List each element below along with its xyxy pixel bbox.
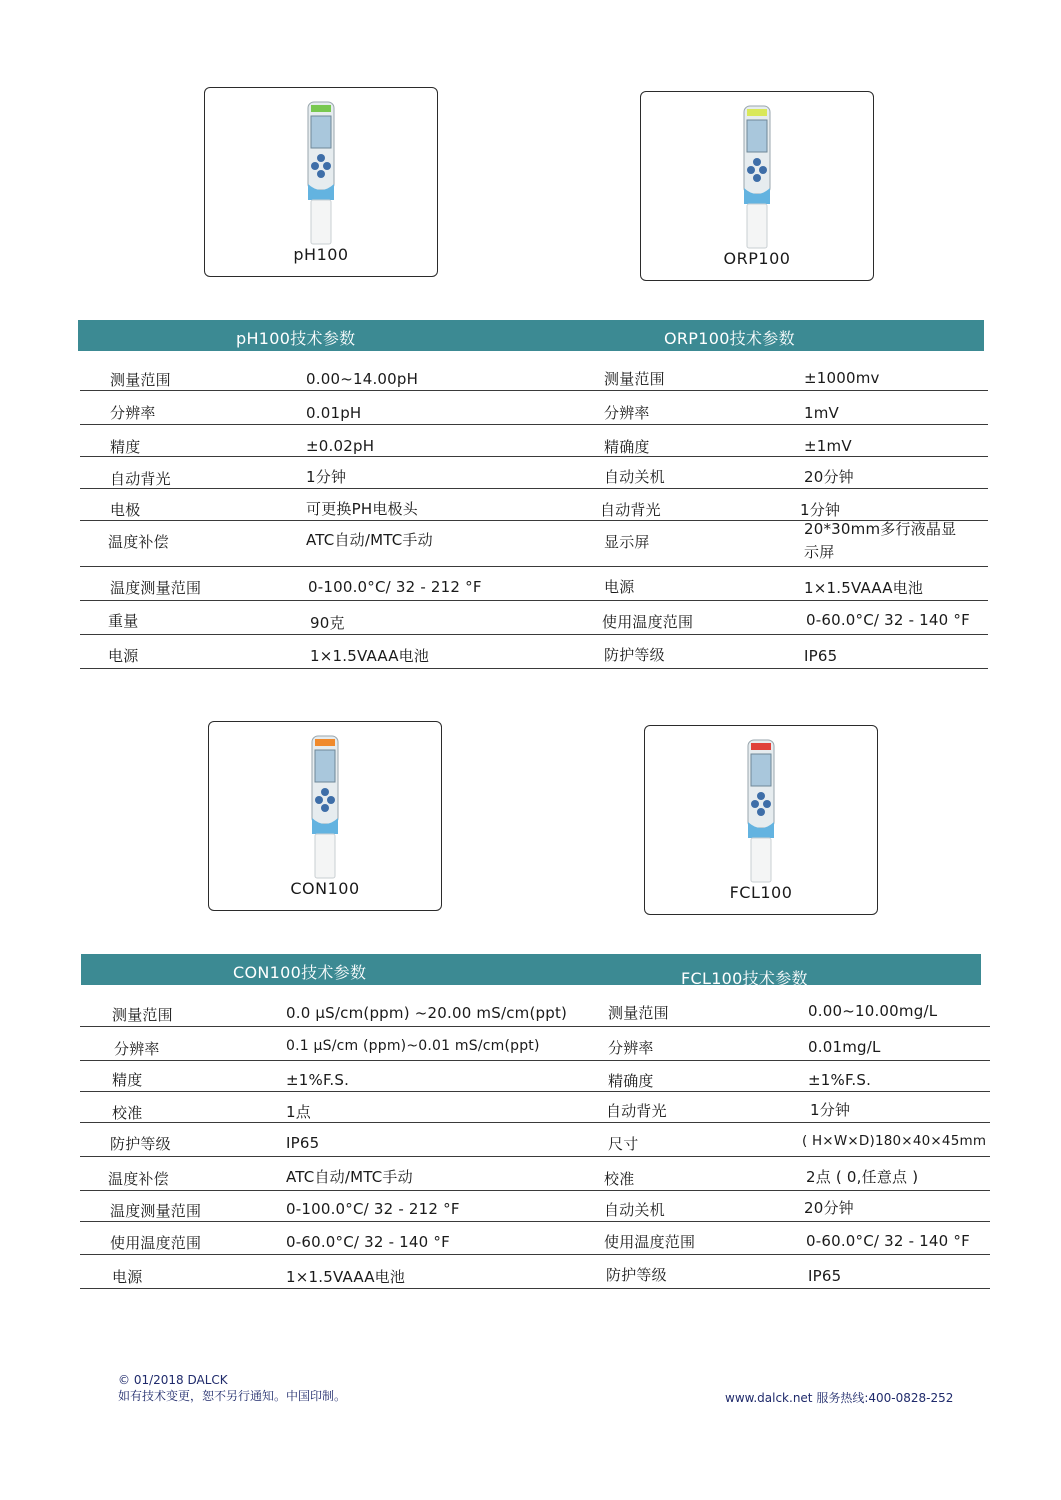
spec-label: 测量范围 — [608, 1004, 669, 1022]
spec-label: 精度 — [110, 438, 141, 456]
spec-label: 防护等级 — [110, 1135, 171, 1153]
spec-row — [80, 1221, 990, 1255]
pen-meter-icon — [737, 104, 777, 254]
spec-row — [80, 1122, 990, 1157]
spec-label: 校准 — [604, 1170, 635, 1188]
spec-label: 精度 — [112, 1071, 143, 1089]
spec-label: 精确度 — [604, 438, 650, 456]
spec-value: 20*30mm多行液晶显示屏 — [804, 520, 957, 561]
product-card-fcl100 — [644, 725, 878, 915]
spec-label: 温度补偿 — [108, 533, 169, 551]
spec-row — [80, 424, 988, 457]
spec-value: 0.01mg/L — [808, 1038, 881, 1056]
spec-value: ( H×W×D)180×40×45mm — [802, 1133, 987, 1149]
spec-value: ±1000mv — [804, 369, 880, 387]
spec-label: 自动背光 — [606, 1102, 667, 1120]
pen-meter-icon — [305, 734, 345, 884]
spec-row — [80, 1156, 990, 1191]
spec-label: 分辨率 — [608, 1039, 654, 1057]
spec-value: 1分钟 — [810, 1101, 851, 1119]
spec-row — [80, 1190, 990, 1222]
footer-contact: www.dalck.net 服务热线:400-0828-252 — [725, 1391, 954, 1405]
footer-left — [118, 1372, 346, 1404]
product-name: ORP100 — [723, 249, 791, 268]
spec-label: 分辨率 — [114, 1040, 160, 1058]
spec-label: 分辨率 — [604, 404, 650, 422]
spec-value: 0-100.0°C/ 32 - 212 °F — [308, 578, 482, 596]
spec-table-con-fcl — [80, 992, 990, 1288]
copyright: © 01/2018 DALCK — [118, 1373, 228, 1387]
spec-value: IP65 — [804, 647, 838, 665]
spec-value: 0.1 µS/cm (ppm)~0.01 mS/cm(ppt) — [286, 1038, 540, 1054]
spec-header-band — [78, 320, 984, 351]
spec-label: 使用温度范围 — [110, 1234, 202, 1252]
spec-value: 0-60.0°C/ 32 - 140 °F — [806, 611, 970, 629]
spec-label: 电源 — [108, 647, 139, 665]
spec-label: 自动关机 — [604, 1201, 665, 1219]
spec-header-band — [81, 954, 981, 988]
spec-value: IP65 — [808, 1267, 842, 1285]
spec-value: 1×1.5VAAA电池 — [310, 647, 430, 665]
spec-value: 1mV — [804, 404, 840, 422]
spec-label: 温度测量范围 — [110, 1202, 202, 1220]
spec-value: 0.01pH — [306, 404, 362, 422]
spec-value: 2点 ( 0,任意点 ) — [806, 1168, 919, 1186]
spec-row — [80, 456, 988, 489]
spec-value: 0.0 µS/cm(ppm) ~20.00 mS/cm(ppt) — [286, 1004, 568, 1022]
spec-title-right: ORP100技术参数 — [664, 329, 795, 348]
spec-label: 分辨率 — [110, 404, 156, 422]
spec-label: 尺寸 — [608, 1135, 639, 1153]
spec-row — [80, 566, 988, 601]
spec-value: ±1mV — [804, 437, 852, 455]
product-card-ph100 — [204, 87, 438, 277]
spec-row — [80, 992, 990, 1027]
spec-label: 电源 — [112, 1268, 143, 1286]
spec-value: 1点 — [286, 1103, 311, 1121]
spec-value: 0-60.0°C/ 32 - 140 °F — [806, 1232, 970, 1250]
spec-label: 自动背光 — [110, 470, 171, 488]
spec-row — [80, 488, 988, 521]
product-name: CON100 — [290, 879, 360, 898]
spec-title-right: FCL100技术参数 — [681, 969, 808, 988]
spec-table-ph-orp — [80, 356, 988, 668]
spec-title-left: CON100技术参数 — [233, 963, 367, 982]
spec-row — [80, 1026, 990, 1061]
spec-value: 20分钟 — [804, 1199, 854, 1217]
spec-row — [80, 520, 988, 567]
spec-label: 自动背光 — [600, 501, 661, 519]
spec-value: 0.00~14.00pH — [306, 370, 419, 388]
spec-label: 显示屏 — [604, 533, 650, 551]
spec-row — [80, 1091, 990, 1123]
product-name: pH100 — [293, 245, 349, 264]
product-card-orp100 — [640, 91, 874, 281]
spec-label: 测量范围 — [110, 371, 171, 389]
spec-value: IP65 — [286, 1134, 320, 1152]
product-card-con100 — [208, 721, 442, 911]
spec-label: 温度补偿 — [108, 1170, 169, 1188]
spec-label: 测量范围 — [604, 370, 665, 388]
spec-row — [80, 1254, 990, 1289]
spec-row — [80, 1060, 990, 1092]
spec-label: 使用温度范围 — [602, 613, 694, 631]
spec-label: 重量 — [108, 612, 139, 630]
spec-value: ATC自动/MTC手动 — [286, 1168, 413, 1186]
spec-row — [80, 634, 988, 669]
spec-label: 防护等级 — [604, 646, 665, 664]
spec-value: ±0.02pH — [306, 437, 375, 455]
spec-label: 防护等级 — [606, 1266, 667, 1284]
spec-value: 0.00~10.00mg/L — [808, 1002, 938, 1020]
spec-value: 1×1.5VAAA电池 — [286, 1268, 406, 1286]
spec-value: 1分钟 — [800, 501, 841, 519]
notice: 如有技术变更，恕不另行通知。中国印制。 — [118, 1389, 347, 1403]
spec-value: ±1%F.S. — [808, 1071, 872, 1089]
spec-value: 90克 — [310, 614, 345, 632]
spec-value: 可更换PH电极头 — [306, 500, 418, 518]
spec-label: 电源 — [604, 578, 635, 596]
spec-label: 校准 — [112, 1104, 143, 1122]
spec-value: 0-60.0°C/ 32 - 140 °F — [286, 1233, 450, 1251]
spec-label: 温度测量范围 — [110, 579, 202, 597]
spec-label: 自动关机 — [604, 468, 665, 486]
spec-label: 使用温度范围 — [604, 1233, 696, 1251]
spec-label: 电极 — [110, 501, 141, 519]
product-name: FCL100 — [729, 883, 793, 902]
spec-row — [80, 600, 988, 635]
spec-label: 精确度 — [608, 1072, 654, 1090]
spec-row — [80, 390, 988, 425]
spec-value: 1分钟 — [306, 468, 347, 486]
pen-meter-icon — [741, 738, 781, 888]
spec-value: 0-100.0°C/ 32 - 212 °F — [286, 1200, 460, 1218]
spec-value: ±1%F.S. — [286, 1071, 350, 1089]
spec-value: 20分钟 — [804, 468, 854, 486]
spec-label: 测量范围 — [112, 1006, 173, 1024]
pen-meter-icon — [301, 100, 341, 250]
spec-title-left: pH100技术参数 — [236, 329, 356, 348]
spec-value: 1×1.5VAAA电池 — [804, 579, 924, 597]
spec-value: ATC自动/MTC手动 — [306, 531, 433, 549]
spec-row — [80, 356, 988, 391]
